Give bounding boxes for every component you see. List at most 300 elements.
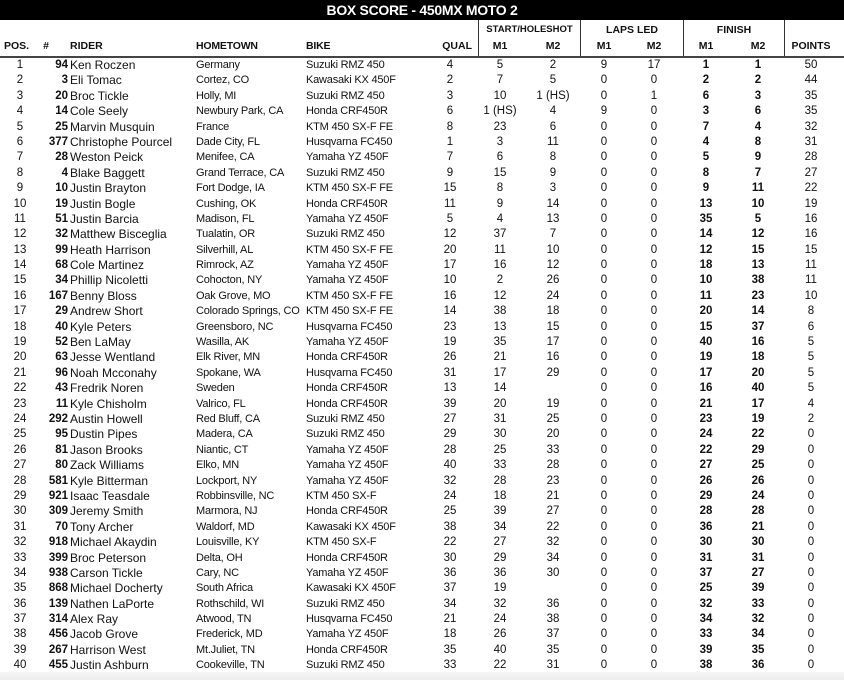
cell-position: 26 (13, 443, 27, 456)
cell-start-m2: 22 (546, 520, 560, 533)
cell-hometown: Elk River, MN (196, 351, 261, 364)
cell-laps-led-m2: 0 (650, 135, 658, 148)
cell-finish-m2: 29 (751, 443, 765, 456)
cell-points: 5 (807, 336, 815, 349)
cell-bike: Yamaha YZ 450F (306, 566, 389, 579)
cell-qual: 2 (446, 74, 454, 87)
table-row (0, 504, 844, 519)
cell-points: 31 (804, 135, 818, 148)
cell-rider-number: 938 (48, 566, 68, 579)
cell-hometown: Niantic, CT (196, 443, 249, 456)
cell-qual: 11 (444, 197, 456, 210)
cell-start-m2: 34 (546, 551, 560, 564)
cell-finish-m2: 36 (751, 659, 765, 672)
column-header-start-m1: M1 (492, 40, 508, 52)
cell-finish-m2: 40 (751, 382, 765, 395)
cell-points: 11 (805, 259, 817, 272)
cell-bike: KTM 450 SX-F FE (306, 182, 393, 195)
cell-hometown: Newbury Park, CA (196, 105, 284, 118)
cell-finish-m1: 1 (702, 59, 710, 71)
cell-start-m1: 4 (496, 212, 504, 225)
cell-start-m1: 35 (493, 336, 507, 349)
cell-laps-led-m2: 0 (650, 382, 658, 395)
cell-laps-led-m1: 9 (600, 59, 608, 71)
cell-rider-number: 20 (55, 89, 68, 102)
cell-qual: 28 (443, 443, 457, 456)
cell-start-m1: 32 (493, 597, 507, 610)
cell-rider-number: 32 (55, 228, 68, 241)
cell-rider-name: Broc Peterson (70, 550, 147, 565)
cell-finish-m2: 37 (751, 320, 765, 333)
cell-bike: KTM 450 SX-F FE (306, 305, 393, 318)
cell-rider-name: Carson Tickle (70, 565, 143, 580)
cell-finish-m1: 38 (699, 659, 713, 672)
cell-laps-led-m2: 0 (650, 212, 658, 225)
cell-start-m1: 5 (496, 59, 504, 71)
cell-hometown: Atwood, TN (196, 613, 252, 626)
cell-laps-led-m1: 0 (600, 459, 608, 472)
cell-laps-led-m2: 0 (650, 551, 658, 564)
table-row (0, 166, 844, 181)
cell-finish-m2: 34 (751, 628, 765, 641)
cell-rider-number: 95 (55, 428, 68, 441)
cell-laps-led-m2: 0 (650, 536, 658, 549)
cell-qual: 39 (443, 397, 457, 410)
cell-position: 1 (16, 59, 24, 71)
cell-qual: 14 (443, 305, 457, 318)
cell-points: 4 (807, 397, 815, 410)
cell-rider-number: 40 (55, 320, 68, 333)
cell-qual: 15 (443, 182, 457, 195)
cell-laps-led-m1: 0 (600, 536, 608, 549)
cell-rider-number: 11 (55, 397, 68, 410)
cell-qual: 25 (443, 505, 457, 518)
cell-rider-number: 80 (55, 459, 68, 472)
cell-position: 34 (13, 566, 27, 579)
table-row (0, 597, 844, 612)
cell-finish-m2: 11 (751, 182, 765, 195)
cell-laps-led-m2: 0 (650, 505, 658, 518)
cell-points: 27 (804, 166, 818, 179)
cell-start-m2: 18 (546, 305, 560, 318)
cell-finish-m2: 21 (751, 520, 765, 533)
cell-points: 0 (807, 613, 815, 626)
cell-position: 5 (16, 120, 24, 133)
cell-qual: 19 (443, 336, 457, 349)
cell-start-m2: 4 (549, 105, 557, 118)
cell-hometown: Cushing, OK (196, 197, 257, 210)
cell-position: 30 (13, 505, 27, 518)
cell-qual: 21 (443, 613, 457, 626)
cell-laps-led-m1: 0 (600, 166, 608, 179)
cell-points: 35 (804, 105, 818, 118)
cell-finish-m2: 38 (751, 274, 765, 287)
cell-bike: Suzuki RMZ 450 (306, 659, 385, 672)
cell-start-m2: 2 (549, 59, 557, 71)
cell-points: 16 (804, 212, 818, 225)
cell-position: 3 (16, 89, 24, 102)
cell-qual: 31 (443, 366, 457, 379)
cell-bike: Husqvarna FC450 (306, 320, 393, 333)
cell-finish-m2: 28 (751, 505, 765, 518)
table-row (0, 489, 844, 504)
cell-finish-m1: 39 (699, 643, 713, 656)
table-row (0, 366, 844, 381)
cell-rider-number: 868 (48, 582, 68, 595)
group-header-start-holeshot: START/HOLESHOT (486, 24, 573, 35)
cell-rider-number: 70 (55, 520, 68, 533)
cell-rider-number: 51 (55, 212, 68, 225)
cell-finish-m1: 25 (699, 582, 713, 595)
cell-rider-number: 63 (55, 351, 68, 364)
cell-hometown: Red Bluff, CA (196, 412, 260, 425)
cell-start-m1: 28 (493, 474, 507, 487)
cell-finish-m2: 5 (754, 212, 762, 225)
table-row (0, 135, 844, 150)
cell-rider-name: Noah Mcconahy (70, 365, 157, 380)
cell-points: 0 (807, 659, 815, 672)
cell-start-m2: 30 (546, 566, 560, 579)
table-row (0, 381, 844, 396)
table-row (0, 258, 844, 273)
cell-laps-led-m1: 0 (600, 135, 608, 148)
cell-start-m1: 27 (493, 536, 507, 549)
cell-start-m2: 31 (546, 659, 560, 672)
cell-position: 13 (13, 243, 27, 256)
cell-rider-number: 399 (48, 551, 68, 564)
cell-finish-m1: 26 (699, 474, 713, 487)
table-row (0, 627, 844, 642)
cell-bike: KTM 450 SX-F FE (306, 120, 393, 133)
cell-finish-m2: 32 (751, 613, 765, 626)
table-row (0, 289, 844, 304)
cell-start-m1: 25 (493, 443, 507, 456)
cell-position: 21 (13, 366, 27, 379)
cell-start-m1: 3 (496, 135, 504, 148)
cell-rider-name: Kyle Peters (70, 319, 132, 334)
cell-laps-led-m2: 0 (650, 659, 658, 672)
cell-start-m2: 5 (549, 74, 557, 87)
cell-laps-led-m2: 0 (650, 289, 658, 302)
cell-rider-number: 314 (48, 613, 68, 626)
cell-position: 4 (16, 105, 24, 118)
cell-rider-name: Kyle Bitterman (70, 473, 149, 488)
cell-bike: Honda CRF450R (306, 197, 388, 210)
cell-position: 18 (13, 320, 27, 333)
cell-points: 22 (804, 182, 818, 195)
cell-bike: Honda CRF450R (306, 105, 388, 118)
cell-finish-m1: 20 (699, 305, 713, 318)
cell-laps-led-m2: 17 (647, 59, 661, 71)
cell-finish-m1: 35 (699, 212, 713, 225)
cell-position: 31 (13, 520, 27, 533)
cell-hometown: France (196, 120, 230, 133)
cell-hometown: Dade City, FL (196, 135, 260, 148)
cell-start-m1: 19 (493, 582, 507, 595)
cell-bike: Honda CRF450R (306, 505, 388, 518)
cell-hometown: Cookeville, TN (196, 659, 265, 672)
cell-qual: 5 (446, 212, 454, 225)
cell-finish-m2: 10 (751, 197, 765, 210)
cell-laps-led-m2: 0 (650, 566, 658, 579)
cell-finish-m1: 11 (699, 289, 713, 302)
table-row (0, 581, 844, 596)
cell-bike: KTM 450 SX-F FE (306, 289, 393, 302)
cell-finish-m2: 20 (751, 366, 765, 379)
cell-position: 9 (16, 182, 24, 195)
cell-bike: Kawasaki KX 450F (306, 520, 396, 533)
table-row (0, 458, 844, 473)
cell-finish-m2: 6 (754, 105, 762, 118)
cell-qual: 26 (443, 351, 457, 364)
cell-laps-led-m1: 0 (600, 336, 608, 349)
cell-start-m2: 3 (549, 182, 557, 195)
cell-laps-led-m2: 0 (650, 274, 658, 287)
cell-points: 5 (807, 382, 815, 395)
column-header-finish-m2: M2 (750, 40, 766, 52)
cell-start-m2: 24 (546, 289, 560, 302)
cell-laps-led-m1: 0 (600, 259, 608, 272)
cell-finish-m1: 12 (699, 243, 713, 256)
cell-points: 8 (807, 305, 815, 318)
cell-points: 2 (807, 412, 815, 425)
cell-laps-led-m2: 0 (650, 474, 658, 487)
cell-points: 6 (807, 320, 815, 333)
cell-rider-number: 267 (48, 643, 68, 656)
cell-finish-m2: 9 (754, 151, 762, 164)
cell-bike: Suzuki RMZ 450 (306, 59, 385, 71)
cell-position: 12 (13, 228, 27, 241)
cell-start-m2: 26 (546, 274, 560, 287)
cell-points: 0 (807, 428, 815, 441)
cell-finish-m1: 30 (699, 536, 713, 549)
cell-qual: 1 (446, 135, 454, 148)
cell-laps-led-m1: 0 (600, 643, 608, 656)
table-row (0, 612, 844, 627)
cell-finish-m1: 29 (699, 489, 713, 502)
cell-rider-number: 81 (55, 443, 68, 456)
cell-hometown: Sweden (196, 382, 235, 395)
cell-start-m2: 37 (546, 628, 560, 641)
table-row (0, 104, 844, 119)
cell-rider-name: Weston Peick (70, 150, 144, 165)
cell-start-m1: 18 (493, 489, 507, 502)
cell-start-m1: 20 (493, 397, 507, 410)
cell-points: 0 (807, 489, 815, 502)
cell-rider-number: 377 (48, 135, 68, 148)
cell-start-m1: 2 (496, 274, 504, 287)
cell-finish-m2: 8 (754, 135, 762, 148)
cell-finish-m2: 12 (751, 228, 765, 241)
cell-laps-led-m2: 0 (650, 397, 658, 410)
cell-bike: Suzuki RMZ 450 (306, 89, 385, 102)
cell-start-m1: 37 (493, 228, 507, 241)
cell-qual: 40 (443, 459, 457, 472)
cell-start-m2: 1 (HS) (536, 89, 570, 102)
cell-finish-m2: 1 (754, 59, 762, 71)
cell-bike: Yamaha YZ 450F (306, 259, 389, 272)
cell-qual: 8 (446, 120, 454, 133)
cell-start-m1: 10 (493, 89, 507, 102)
cell-position: 36 (13, 597, 27, 610)
cell-laps-led-m1: 0 (600, 89, 608, 102)
cell-position: 40 (13, 659, 27, 672)
column-header-bike: BIKE (306, 40, 331, 52)
cell-laps-led-m1: 0 (600, 520, 608, 533)
cell-finish-m1: 9 (702, 182, 710, 195)
cell-hometown: Frederick, MD (196, 628, 263, 641)
cell-hometown: Marmora, NJ (196, 505, 258, 518)
cell-hometown: Spokane, WA (196, 366, 261, 379)
cell-points: 0 (807, 459, 815, 472)
cell-start-m2: 25 (546, 412, 560, 425)
cell-position: 33 (13, 551, 27, 564)
cell-start-m1: 33 (493, 459, 507, 472)
cell-hometown: Silverhill, AL (196, 243, 254, 256)
cell-laps-led-m1: 0 (600, 182, 608, 195)
cell-start-m1: 1 (HS) (483, 105, 517, 118)
cell-points: 0 (807, 551, 815, 564)
cell-start-m2: 7 (549, 228, 557, 241)
cell-bike: Yamaha YZ 450F (306, 443, 389, 456)
cell-position: 11 (14, 212, 26, 225)
table-row (0, 197, 844, 212)
cell-finish-m2: 13 (751, 259, 765, 272)
cell-laps-led-m1: 0 (600, 305, 608, 318)
cell-start-m2: 16 (546, 351, 560, 364)
cell-qual: 37 (443, 582, 457, 595)
table-row (0, 181, 844, 196)
cell-points: 0 (807, 505, 815, 518)
group-header-finish: FINISH (716, 24, 752, 36)
cell-laps-led-m1: 0 (600, 613, 608, 626)
cell-qual: 16 (443, 289, 457, 302)
cell-laps-led-m2: 0 (650, 74, 658, 87)
cell-rider-number: 68 (55, 259, 68, 272)
cell-position: 29 (13, 489, 27, 502)
cell-laps-led-m2: 0 (650, 305, 658, 318)
cell-finish-m1: 22 (699, 443, 713, 456)
cell-laps-led-m2: 0 (650, 120, 658, 133)
cell-bike: Yamaha YZ 450F (306, 474, 389, 487)
cell-finish-m1: 13 (699, 197, 713, 210)
cell-start-m1: 39 (493, 505, 507, 518)
table-row (0, 120, 844, 135)
cell-laps-led-m2: 0 (650, 520, 658, 533)
cell-finish-m1: 18 (699, 259, 713, 272)
cell-rider-name: Blake Baggett (70, 165, 145, 180)
cell-start-m2: 33 (546, 443, 560, 456)
column-header-pos: POS. (4, 40, 30, 52)
table-row (0, 320, 844, 335)
cell-rider-name: Isaac Teasdale (70, 488, 150, 503)
table-row (0, 150, 844, 165)
cell-position: 20 (13, 351, 27, 364)
cell-hometown: Cary, NC (196, 566, 239, 579)
cell-rider-name: Michael Akaydin (70, 535, 157, 550)
cell-start-m2: 10 (546, 243, 560, 256)
cell-finish-m2: 33 (751, 597, 765, 610)
cell-points: 0 (807, 628, 815, 641)
cell-rider-name: Jacob Grove (70, 627, 139, 642)
cell-rider-name: Tony Archer (70, 519, 134, 534)
cell-hometown: Germany (196, 59, 240, 71)
cell-hometown: Lockport, NY (196, 474, 258, 487)
cell-rider-number: 292 (48, 412, 68, 425)
cell-qual: 18 (443, 628, 457, 641)
table-row (0, 535, 844, 550)
group-header-laps-led: LAPS LED (606, 24, 658, 36)
cell-laps-led-m1: 0 (600, 120, 608, 133)
cell-finish-m1: 34 (699, 613, 713, 626)
cell-laps-led-m1: 0 (600, 428, 608, 441)
cell-finish-m1: 37 (699, 566, 713, 579)
cell-finish-m2: 19 (751, 412, 765, 425)
cell-qual: 17 (443, 259, 457, 272)
cell-bike: Yamaha YZ 450F (306, 274, 389, 287)
cell-position: 38 (13, 628, 27, 641)
cell-points: 19 (804, 197, 818, 210)
cell-laps-led-m2: 0 (650, 597, 658, 610)
cell-laps-led-m1: 0 (600, 659, 608, 672)
cell-laps-led-m1: 0 (600, 366, 608, 379)
cell-finish-m1: 31 (699, 551, 713, 564)
cell-rider-number: 43 (55, 382, 68, 395)
cell-qual: 4 (446, 59, 454, 71)
cell-rider-name: Jason Brooks (70, 442, 143, 457)
cell-finish-m2: 16 (751, 336, 765, 349)
cell-start-m2: 21 (546, 489, 560, 502)
cell-laps-led-m2: 0 (650, 259, 658, 272)
table-row (0, 335, 844, 350)
cell-position: 7 (16, 151, 24, 164)
cell-hometown: Valrico, FL (196, 397, 246, 410)
column-header-start-m2: M2 (545, 40, 561, 52)
cell-points: 0 (807, 474, 815, 487)
cell-start-m2: 29 (546, 366, 560, 379)
cell-finish-m1: 27 (699, 459, 713, 472)
cell-finish-m2: 30 (751, 536, 765, 549)
table-row (0, 73, 844, 88)
cell-position: 2 (16, 74, 24, 87)
column-header-row (0, 40, 844, 58)
cell-points: 44 (804, 74, 818, 87)
cell-laps-led-m2: 0 (650, 643, 658, 656)
cell-rider-name: Harrison West (70, 642, 146, 657)
cell-hometown: Wasilla, AK (196, 336, 250, 349)
cell-laps-led-m1: 0 (600, 274, 608, 287)
cell-laps-led-m2: 0 (650, 197, 658, 210)
cell-start-m1: 9 (496, 197, 504, 210)
cell-hometown: Louisville, KY (196, 536, 260, 549)
cell-bike: Husqvarna FC450 (306, 366, 393, 379)
cell-start-m2: 19 (546, 397, 560, 410)
cell-laps-led-m2: 0 (650, 228, 658, 241)
cell-hometown: Robbinsville, NC (196, 489, 275, 502)
cell-finish-m1: 28 (699, 505, 713, 518)
cell-qual: 30 (443, 551, 457, 564)
cell-bike: Yamaha YZ 450F (306, 151, 389, 164)
cell-rider-name: Eli Tomac (70, 73, 122, 88)
cell-start-m2: 6 (549, 120, 557, 133)
cell-hometown: Oak Grove, MO (196, 289, 271, 302)
cell-start-m1: 11 (494, 243, 506, 256)
cell-laps-led-m2: 0 (650, 412, 658, 425)
cell-bike: KTM 450 SX-F FE (306, 243, 393, 256)
cell-points: 5 (807, 351, 815, 364)
cell-laps-led-m2: 0 (650, 443, 658, 456)
cell-qual: 9 (446, 166, 454, 179)
